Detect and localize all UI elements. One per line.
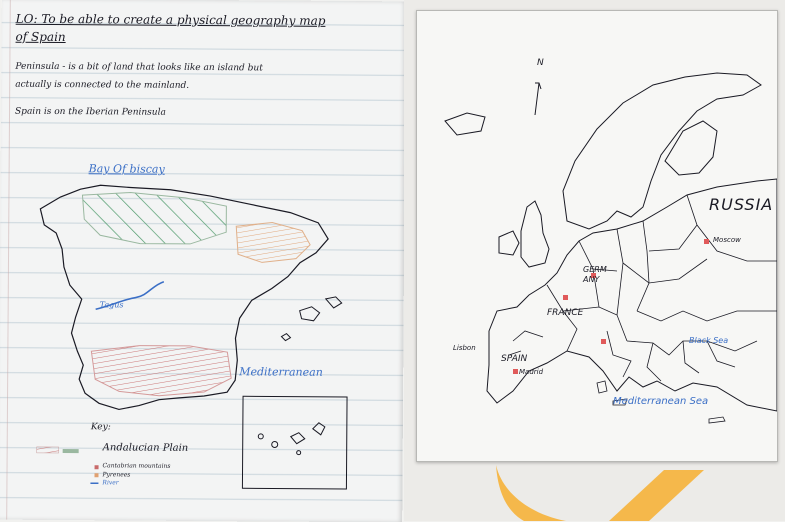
balearic-island-2 <box>326 297 342 308</box>
black-sea-label: Black Sea <box>689 337 728 345</box>
mediterranean-label: Mediterranean <box>239 366 323 378</box>
spain-country-label: SPAIN <box>501 355 527 364</box>
key-title: Key: <box>91 423 111 432</box>
key-pyrenees: Pyrenees <box>102 472 130 478</box>
russia-label: RUSSIA <box>709 197 773 213</box>
moscow-label: Moscow <box>713 237 741 244</box>
peninsula-definition-line2: actually is connected to the mainland. <box>15 81 189 91</box>
spain-iberian-note: Spain is on the Iberian Peninsula <box>15 108 166 118</box>
key-river: River <box>102 480 118 486</box>
learning-objective-line1: LO: To be able to create a physical geography map <box>16 13 326 27</box>
bay-of-biscay-label: Bay Of biscay <box>89 163 165 175</box>
europe-map-sheet <box>404 0 785 521</box>
lisbon-label: Lisbon <box>453 345 476 352</box>
madrid-label: Madrid <box>519 369 543 376</box>
tagus-river-label: Tagus <box>100 301 124 309</box>
cantabrian-mountains-area <box>82 192 226 244</box>
balearic-island-1 <box>300 307 320 321</box>
mediterranean-sea-label: Mediterranean Sea <box>613 397 708 407</box>
andalucian-plain-area <box>91 345 231 396</box>
north-label: N <box>537 59 544 68</box>
peninsula-definition-line1: Peninsula - is a bit of land that looks like an island but <box>15 63 263 74</box>
key-cantabrian-mountains: Cantabrian mountains <box>103 463 171 469</box>
pyrenees-area <box>236 222 310 263</box>
germany-label: GERM ANY <box>583 265 607 284</box>
balearic-island-3 <box>281 334 290 341</box>
france-label: FRANCE <box>547 309 583 318</box>
key-andalucian-plain: Andalucian Plain <box>103 443 189 454</box>
watermark-logo <box>404 0 785 521</box>
canary-islands-inset <box>242 396 347 489</box>
learning-objective-line2: of Spain <box>16 31 66 43</box>
